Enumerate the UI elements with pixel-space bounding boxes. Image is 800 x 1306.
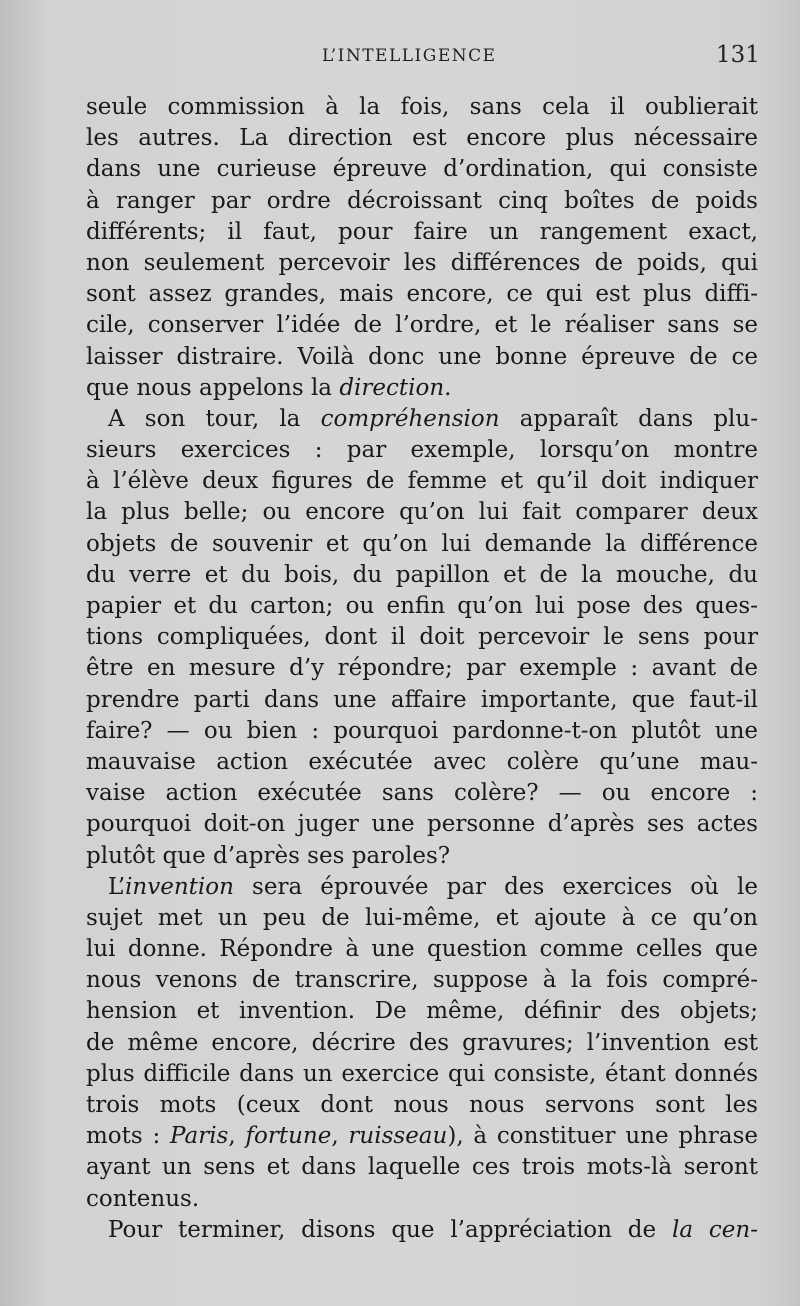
text-line: prendre parti dans une affaire importante, que faut-il (86, 686, 758, 713)
italic-term: Paris (170, 1123, 229, 1150)
text-line: faire? — ou bien : pourquoi pardonne-t-on plutôt une (86, 717, 758, 744)
text-line: non seulement percevoir les différences de poids, qui (86, 249, 758, 276)
text-line: papier et du carton; ou enfin qu’on lui pose des ques- (86, 593, 758, 619)
text-run: que nous appelons la (86, 374, 340, 401)
text-line: pourquoi doit-on juger une personne d’après ses actes (86, 811, 758, 838)
text-line: hension et invention. De même, définir des objets; (86, 998, 758, 1025)
italic-term: invention (125, 873, 234, 900)
text-run: sera éprouvée par des exercices où le (233, 873, 758, 900)
text-run: , (228, 1123, 246, 1150)
text-line: à l’élève deux figures de femme et qu’il doit indiquer (86, 468, 758, 495)
text-run: A son tour, la (108, 405, 321, 432)
text-run: . (444, 374, 452, 401)
text-run: apparaît dans plu- (499, 405, 758, 432)
text-line (86, 872, 758, 903)
text-line: être en mesure d’y répondre; par exemple : avant de (86, 655, 758, 682)
text-line: mauvaise action exécutée avec colère qu’une mau- (86, 748, 758, 775)
text-run: Pour terminer, disons que l’appréciation de (108, 1216, 672, 1243)
text-line: sieurs exercices : par exemple, lorsqu’on montre (86, 437, 758, 464)
text-line: seule commission à la fois, sans cela il oublierait (86, 94, 758, 120)
text-line: cile, conserver l’idée de l’ordre, et le réaliser sans se (86, 312, 758, 339)
text-line: vaise action exécutée sans colère? — ou encore : (86, 780, 758, 807)
text-run: , (331, 1123, 349, 1150)
text-run: L’ (108, 873, 126, 900)
text-line: nous venons de transcrire, suppose à la fois compré- (86, 967, 758, 994)
text-line: les autres. La direction est encore plus nécessaire (86, 125, 758, 152)
text-line (86, 373, 758, 404)
text-run: ), à constituer une phrase (447, 1123, 758, 1150)
text-line (86, 404, 758, 435)
running-title: L’INTELLIGENCE (322, 46, 497, 66)
text-line: dans une curieuse épreuve d’ordination, qui consiste (86, 156, 758, 183)
text-line: du verre et du bois, du papillon et de la mouche, du (86, 561, 758, 588)
text-line: de même encore, décrire des gravures; l’invention est (86, 1029, 758, 1056)
text-line: laisser distraire. Voilà donc une bonne épreuve de ce (86, 343, 758, 370)
text-line: lui donne. Répondre à une question comme celles que (86, 936, 758, 963)
body-text (86, 92, 758, 1246)
italic-term: direction (339, 374, 445, 401)
text-line: plutôt que d’après ses paroles? (86, 842, 451, 869)
text-line: ayant un sens et dans laquelle ces trois mots-là seront (86, 1154, 758, 1181)
text-line: à ranger par ordre décroissant cinq boîtes de poids (86, 187, 758, 214)
text-line (86, 1215, 758, 1246)
text-line: tions compliquées, dont il doit percevoir le sens pour (86, 624, 758, 651)
text-line (86, 1121, 758, 1152)
page-number: 131 (716, 42, 760, 68)
italic-term: la cen- (672, 1216, 758, 1243)
running-head (0, 44, 800, 74)
text-line: plus difficile dans un exercice qui consiste, étant donnés (86, 1060, 758, 1087)
italic-term: fortune (245, 1123, 332, 1150)
text-line: objets de souvenir et qu’on lui demande la différence (86, 530, 758, 557)
text-line: sujet met un peu de lui-même, et ajoute à ce qu’on (86, 904, 758, 931)
italic-term: compréhension (320, 405, 500, 432)
text-line: trois mots (ceux dont nous nous servons sont les (86, 1092, 758, 1118)
text-line: contenus. (86, 1185, 200, 1212)
text-line: la plus belle; ou encore qu’on lui fait comparer deux (86, 499, 758, 526)
italic-term: ruisseau (348, 1123, 448, 1150)
text-line: sont assez grandes, mais encore, ce qui est plus diffi- (86, 281, 758, 308)
text-run: mots : (86, 1123, 171, 1150)
text-line: différents; il faut, pour faire un rangement exact, (86, 218, 758, 245)
